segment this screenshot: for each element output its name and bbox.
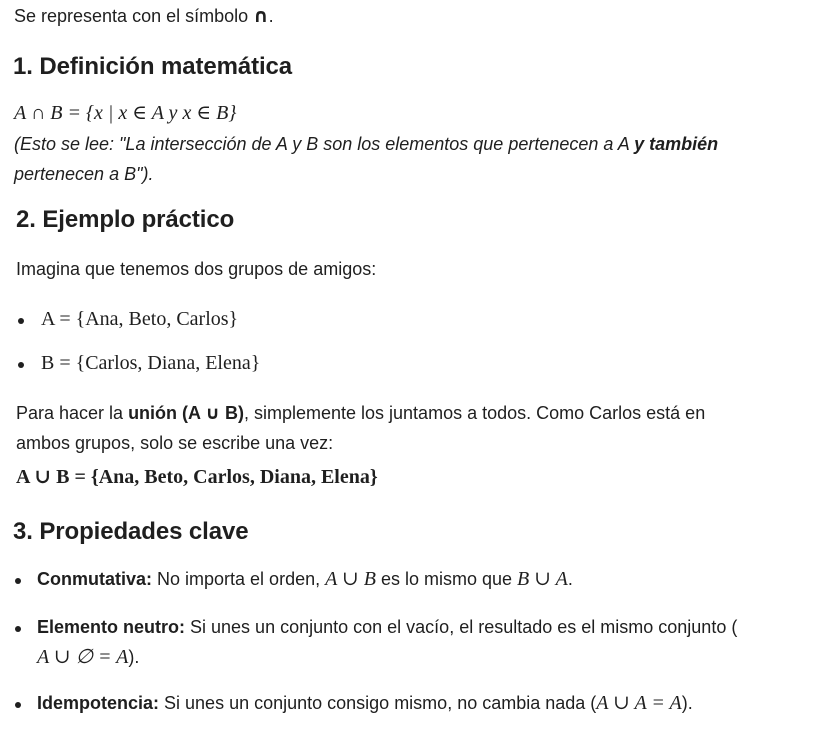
property-commutative-text-before: No importa el orden, <box>152 569 326 589</box>
union-explanation-text-after: , simplemente los juntamos a todos. Como Carlos está en <box>243 403 706 423</box>
section-title-properties: 3. Propiedades clave <box>13 518 249 545</box>
intersection-symbol: ∩ <box>253 5 269 27</box>
property-idempotence <box>37 688 693 718</box>
union-explanation-line-1 <box>16 398 705 428</box>
definition-note-line-1 <box>14 129 718 159</box>
property-idempotence-label: Idempotencia: <box>37 693 160 713</box>
example-intro: Imagina que tenemos dos grupos de amigos: <box>16 259 377 279</box>
property-commutative-bullet-icon <box>15 578 21 584</box>
property-neutral-text: Si unes un conjunto con el vacío, el resultado es el mismo conjunto ( <box>185 617 738 637</box>
definition-formula: A ∩ B = {x | x ∈ A y x ∈ B} <box>14 102 237 124</box>
property-commutative-math-2: B ∪ A <box>517 568 568 590</box>
section-title-example: 2. Ejemplo práctico <box>16 206 235 233</box>
union-explanation-line-2: ambos grupos, solo se escribe una vez: <box>16 433 334 453</box>
union-explanation-text: Para hacer la <box>16 403 129 423</box>
property-neutral-math: A ∪ ∅ = A <box>37 646 129 668</box>
set-a-bullet-icon <box>18 318 24 324</box>
property-neutral-bullet-icon <box>15 626 21 632</box>
property-commutative <box>37 564 573 594</box>
section-title-definition: 1. Definición matemática <box>13 53 293 80</box>
union-result: A ∪ B = {Ana, Beto, Carlos, Diana, Elena} <box>16 466 378 488</box>
definition-note-text: (Esto se lee: "La intersección de A y B son los elementos que pertenecen a A <box>14 134 635 154</box>
intro-line <box>14 1 274 31</box>
definition-note-line-2: pertenecen a B"). <box>14 164 154 184</box>
property-commutative-label: Conmutativa: <box>37 569 153 589</box>
set-b-line: B = {Carlos, Diana, Elena} <box>41 352 261 374</box>
definition-note-bold: y también <box>634 134 719 154</box>
property-neutral-text-after: ). <box>128 647 140 667</box>
property-neutral-label: Elemento neutro: <box>37 617 186 637</box>
property-commutative-text-after: . <box>567 569 573 589</box>
property-commutative-text-middle: es lo mismo que <box>375 569 518 589</box>
intro-text: Se representa con el símbolo <box>14 6 254 26</box>
set-a-line: A = {Ana, Beto, Carlos} <box>41 308 239 330</box>
intro-period: . <box>268 6 274 26</box>
property-commutative-math-1: A ∪ B <box>325 568 376 590</box>
union-explanation-bold: unión (A ∪ B) <box>128 403 244 423</box>
property-idempotence-text-after: ). <box>681 693 693 713</box>
set-b-bullet-icon <box>18 362 24 368</box>
property-idempotence-text-before: Si unes un conjunto consigo mismo, no cambia nada ( <box>159 693 597 713</box>
property-neutral-line-2 <box>37 642 139 672</box>
property-neutral-line-1 <box>37 612 737 642</box>
property-idempotence-math: A ∪ A = A <box>596 692 682 714</box>
property-idempotence-bullet-icon <box>15 702 21 708</box>
